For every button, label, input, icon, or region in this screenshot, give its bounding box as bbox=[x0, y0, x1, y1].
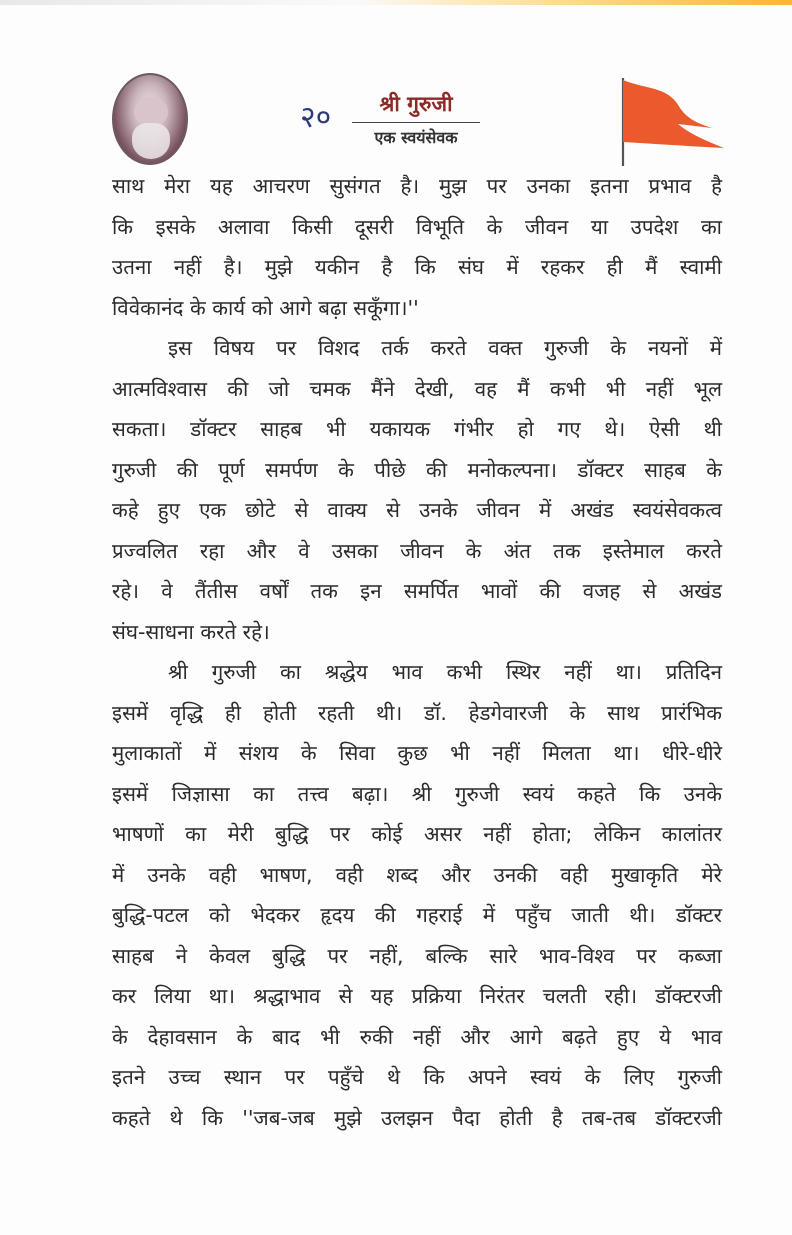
text-line: बुद्धि-पटल को भेदकर हृदय की गहराई में पहुँच जाती थी। डॉक्टर bbox=[112, 903, 722, 927]
text-line: भाषणों का मेरी बुद्धि पर कोई असर नहीं होता; लेकिन कालांतर bbox=[112, 822, 722, 846]
text-line: इस विषय पर विशद तर्क करते वक्त गुरुजी के नयनों में bbox=[168, 336, 722, 360]
book-title: श्री गुरुजी bbox=[352, 90, 480, 123]
text-line: इसमें वृद्धि ही होती रहती थी। डॉ. हेडगेवारजी के साथ प्रारंभिक bbox=[112, 700, 722, 725]
paragraph-1 bbox=[112, 166, 722, 328]
text-line: रहे। वे तैंतीस वर्षों तक इन समर्पित भावों की वजह से अखंड bbox=[112, 579, 722, 603]
text-line: इतने उच्च स्थान पर पहुँचे थे कि अपने स्वयं के लिए गुरुजी bbox=[112, 1065, 722, 1089]
text-line: उतना नहीं है। मुझे यकीन है कि संघ में रहकर ही मैं स्वामी bbox=[112, 255, 722, 279]
paragraph-3 bbox=[112, 652, 722, 1138]
portrait-beard bbox=[132, 123, 170, 159]
text-line: श्री गुरुजी का श्रद्धेय भाव कभी स्थिर नहीं था। प्रतिदिन bbox=[168, 660, 722, 684]
page-header bbox=[0, 0, 792, 170]
text-line: के देहावसान के बाद भी रुकी नहीं और आगे बढ़ते हुए ये भाव bbox=[112, 1024, 722, 1049]
text-line: विवेकानंद के कार्य को आगे बढ़ा सकूँगा।'' bbox=[112, 295, 419, 320]
book-title-block bbox=[352, 90, 480, 151]
body-text bbox=[112, 166, 722, 1138]
text-line: प्रज्वलित रहा और वे उसका जीवन के अंत तक इस्तेमाल करते bbox=[112, 538, 722, 563]
paragraph-2 bbox=[112, 328, 722, 652]
text-line: में उनके वही भाषण, वही शब्द और उनकी वही मुखाकृति मेरे bbox=[112, 862, 722, 887]
text-line: साथ मेरा यह आचरण सुसंगत है। मुझ पर उनका इतना प्रभाव है bbox=[112, 174, 722, 198]
text-line: कि इसके अलावा किसी दूसरी विभूति के जीवन या उपदेश का bbox=[112, 214, 722, 239]
text-line: कहते थे कि ''जब-जब मुझे उलझन पैदा होती है तब-तब डॉक्टरजी bbox=[112, 1105, 722, 1130]
book-subtitle: एक स्वयंसेवक bbox=[374, 128, 458, 147]
text-line: इसमें जिज्ञासा का तत्त्व बढ़ा। श्री गुरुजी स्वयं कहते कि उनके bbox=[112, 781, 722, 806]
text-line: साहब ने केवल बुद्धि पर नहीं, बल्कि सारे भाव-विश्व पर कब्जा bbox=[112, 943, 722, 968]
text-line: कहे हुए एक छोटे से वाक्य से उनके जीवन में अखंड स्वयंसेवकत्व bbox=[112, 498, 722, 522]
flag-cloth bbox=[623, 80, 724, 148]
text-line: मुलाकातों में संशय के सिवा कुछ भी नहीं मिलता था। धीरे-धीरे bbox=[112, 741, 722, 765]
flag-icon bbox=[608, 68, 728, 168]
page-number: २० bbox=[300, 100, 332, 135]
text-line: आत्मविश्वास की जो चमक मैंने देखी, वह मैं कभी भी नहीं भूल bbox=[112, 376, 722, 401]
text-line: गुरुजी की पूर्ण समर्पण के पीछे की मनोकल्पना। डॉक्टर साहब के bbox=[112, 457, 722, 482]
text-line: कर लिया था। श्रद्धाभाव से यह प्रक्रिया निरंतर चलती रही। डॉक्टरजी bbox=[112, 984, 722, 1008]
portrait-icon bbox=[112, 73, 188, 165]
text-line: संघ-साधना करते रहे। bbox=[112, 619, 270, 644]
text-line: सकता। डॉक्टर साहब भी यकायक गंभीर हो गए थे। ऐसी थी bbox=[112, 417, 722, 441]
